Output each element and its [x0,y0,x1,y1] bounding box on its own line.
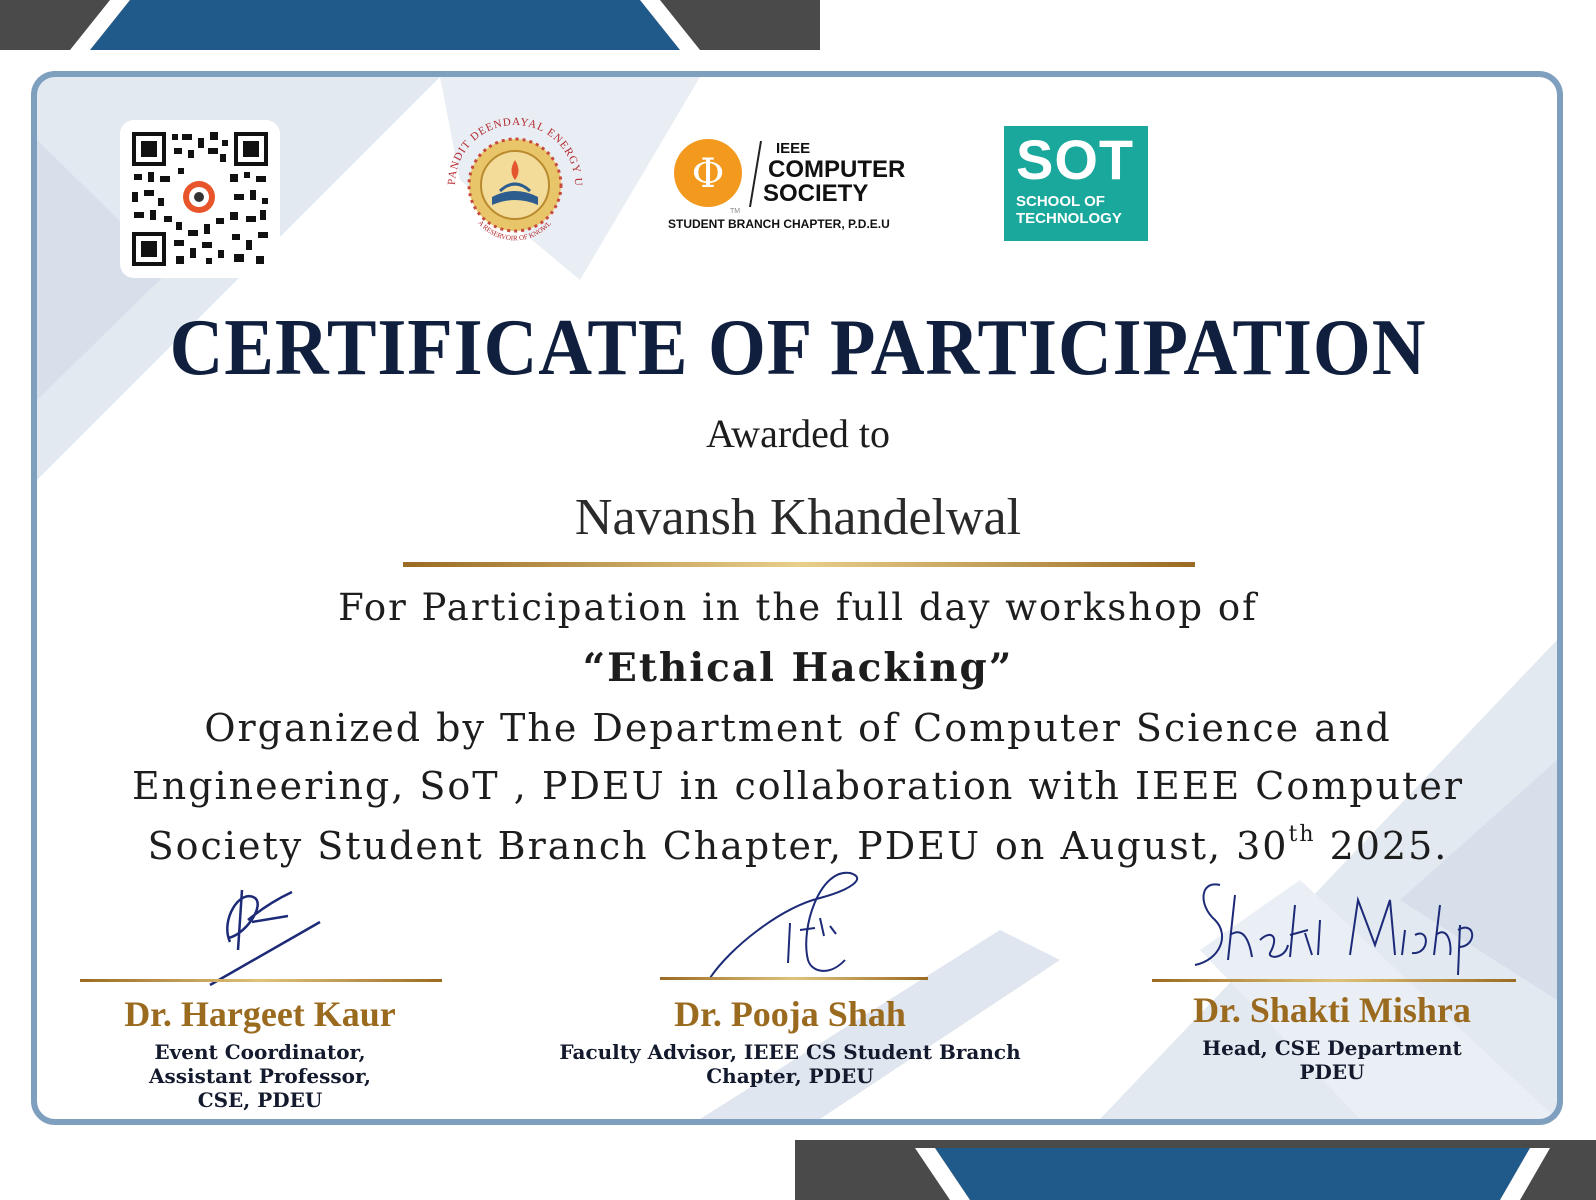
sot-abbreviation: SOT [1016,128,1135,191]
sot-fullname [1016,193,1122,227]
sot-line-1: SCHOOL OF [1016,193,1105,210]
name-underline [403,562,1195,567]
society-label: SOCIETY [763,180,869,207]
seal-arc-text: PANDIT DEENDAYAL ENERGY U [445,115,585,187]
signatory-1-name: Dr. Hargeet Kaur [124,994,396,1034]
ieee-tm-mark: TM [730,208,741,215]
date-line-text: Society Student Branch Chapter, PDEU on August, 30 [147,824,1289,868]
signatory-3-role-line: PDEU [1299,1060,1365,1084]
organizer-line-2: Engineering, SoT , PDEU in collaboration with IEEE Computer [131,764,1464,808]
workshop-title: “Ethical Hacking” [582,645,1014,691]
seal-motto: A RESERVOIR OF KNOWL [476,218,553,243]
svg-text:Φ: Φ [691,151,725,197]
signatory-1-role-line: Event Coordinator, [154,1040,366,1064]
ieee-label: IEEE [776,140,811,157]
signature-line-2 [660,977,928,980]
organizer-line-3 [0,820,1596,872]
sot-line-2: TECHNOLOGY [1016,210,1122,227]
signatory-2-role-line: Faculty Advisor, IEEE CS Student Branch [559,1040,1021,1064]
ieee-branch-label: STUDENT BRANCH CHAPTER, P.D.E.U [668,217,890,231]
awarded-to-label: Awarded to [705,411,891,456]
certificate-title: CERTIFICATE OF PARTICIPATION [169,304,1427,392]
signatory-1-role-line: Assistant Professor, [149,1064,371,1088]
signatory-3-role [1132,1036,1532,1084]
signatory-2-name: Dr. Pooja Shah [674,994,906,1034]
date-ordinal-suffix: th [1288,822,1316,848]
school-of-technology-logo [1004,126,1148,241]
participation-line: For Participation in the full day workshop of [338,586,1258,629]
signature-hargeet-kaur [200,880,340,990]
signature-line-1 [80,979,442,982]
computer-label: COMPUTER [768,156,906,183]
organizer-line-1: Organized by The Department of Computer Science and [204,706,1392,750]
qr-code [120,120,280,278]
signature-shakti-mishra [1190,875,1480,975]
signatory-3-role-line: Head, CSE Department [1202,1036,1462,1060]
signature-pooja-shah [700,868,880,983]
signatory-2-role [540,1040,1040,1088]
signatory-3-name: Dr. Shakti Mishra [1193,990,1471,1030]
signatory-1-role [60,1040,460,1112]
signature-line-3 [1152,979,1516,982]
recipient-name: Navansh Khandelwal [574,489,1022,546]
signatory-1-role-line: CSE, PDEU [197,1088,323,1112]
date-year: 2025. [1315,824,1449,868]
ieee-computer-society-logo [668,135,938,235]
university-seal-logo [440,105,590,260]
signatory-2-role-line: Chapter, PDEU [706,1064,874,1088]
